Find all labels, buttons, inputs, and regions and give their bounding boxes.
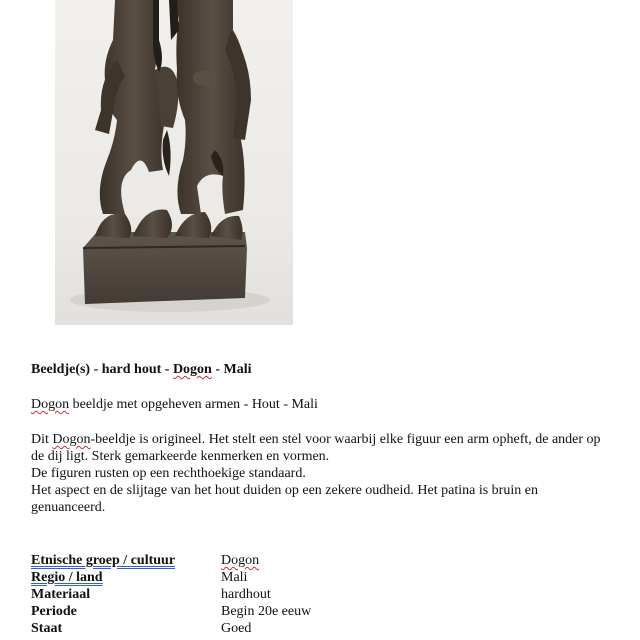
property-key: Staat [31,621,63,636]
heading-part3: - Mali [211,362,252,377]
description-paragraph-1 [31,431,611,465]
description [31,431,611,516]
property-row [31,569,311,586]
properties-table [31,552,311,637]
property-key [31,552,221,569]
description-paragraph-2: De figuren rusten op een rechthoekige standaard. [31,466,306,481]
description-paragraph-3: Het aspect en de slijtage van het hout duiden op een zekere oudheid. Het patina is bruin en genuanceerd. [31,483,538,515]
property-value: hardhout [221,587,271,602]
property-row [31,552,311,569]
property-key-text: Etnische groep / cultuur [31,553,176,568]
property-value: Goed [221,621,252,636]
property-row [31,603,311,620]
document-heading [31,361,611,378]
subtitle-part1: Dogon [31,397,70,412]
property-key: Periode [31,604,77,619]
property-value-text: Dogon [221,553,260,568]
property-row [31,586,311,603]
property-value: Begin 20e eeuw [221,604,312,619]
heading-part1: Beeldje(s) - hard hout - [31,362,173,377]
heading-part2: Dogon [172,362,212,377]
property-value: Mali [221,570,248,585]
statue-photo [55,0,293,325]
property-row [31,620,311,637]
document-subtitle [31,396,611,413]
property-key: Materiaal [31,587,91,602]
property-key-text: Regio / land [31,570,103,585]
desc-line1-c: -beeldje is origineel. Het stelt een stel voor waarbij elke figuur een arm opheft, de ander op de dij ligt. Sterk gemarkeerde kenmerken en vormen. [31,432,601,464]
desc-line1-b: Dogon [52,432,91,447]
subtitle-part2: beeldje met opgeheven armen - Hout - Mali [69,397,318,412]
desc-line1-a: Dit [31,432,53,447]
property-value [221,552,259,569]
property-key [31,569,221,586]
